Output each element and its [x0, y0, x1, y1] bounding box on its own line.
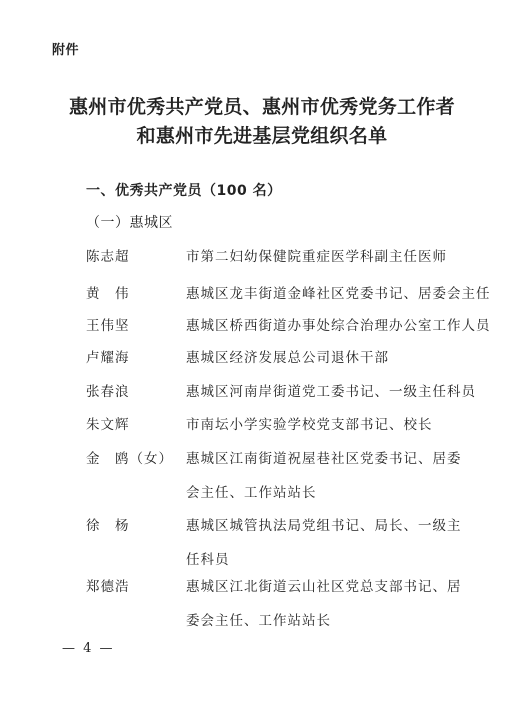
entry-description: 惠城区江北街道云山社区党总支部书记、居	[186, 579, 462, 595]
entry-name: 黄 伟	[86, 286, 130, 302]
page-number: — 4 —	[62, 641, 115, 656]
entry-description: 惠城区河南岸街道党工委书记、一级主任科员	[186, 384, 476, 400]
entry-description: 惠城区龙丰街道金峰社区党委书记、居委会主任	[186, 286, 491, 302]
entry-description: 惠城区桥西街道办事处综合治理办公室工作人员	[186, 318, 491, 334]
entry-description-continued: 委会主任、工作站站长	[186, 613, 331, 629]
entry-name: 王伟坚	[86, 318, 130, 334]
entry-description: 市第二妇幼保健院重症医学科副主任医师	[186, 249, 447, 265]
entry-name: 陈志超	[86, 249, 130, 265]
entry-description: 惠城区经济发展总公司退休干部	[186, 350, 389, 366]
document-title-line-1: 惠州市优秀共产党员、惠州市优秀党务工作者	[68, 96, 455, 118]
attachment-label: 附件	[52, 43, 80, 58]
entry-description: 惠城区江南街道祝屋巷社区党委书记、居委	[186, 451, 462, 467]
entry-name: 徐 杨	[86, 518, 130, 534]
entry-description: 市南坛小学实验学校党支部书记、校长	[186, 417, 433, 433]
entry-description-continued: 会主任、工作站站长	[186, 485, 317, 501]
entry-name: 金 鸥（女）	[86, 451, 173, 467]
section-subheading: （一）惠城区	[86, 215, 173, 231]
entry-name: 郑德浩	[86, 579, 130, 595]
entry-name: 卢耀海	[86, 350, 130, 366]
section-heading: 一、优秀共产党员（100 名）	[86, 183, 282, 199]
entry-name: 朱文辉	[86, 417, 130, 433]
document-title-line-2: 和惠州市先进基层党组织名单	[136, 125, 388, 147]
entry-name: 张春浪	[86, 384, 130, 400]
entry-description: 惠城区城管执法局党组书记、局长、一级主	[186, 518, 462, 534]
entry-description-continued: 任科员	[186, 552, 230, 568]
